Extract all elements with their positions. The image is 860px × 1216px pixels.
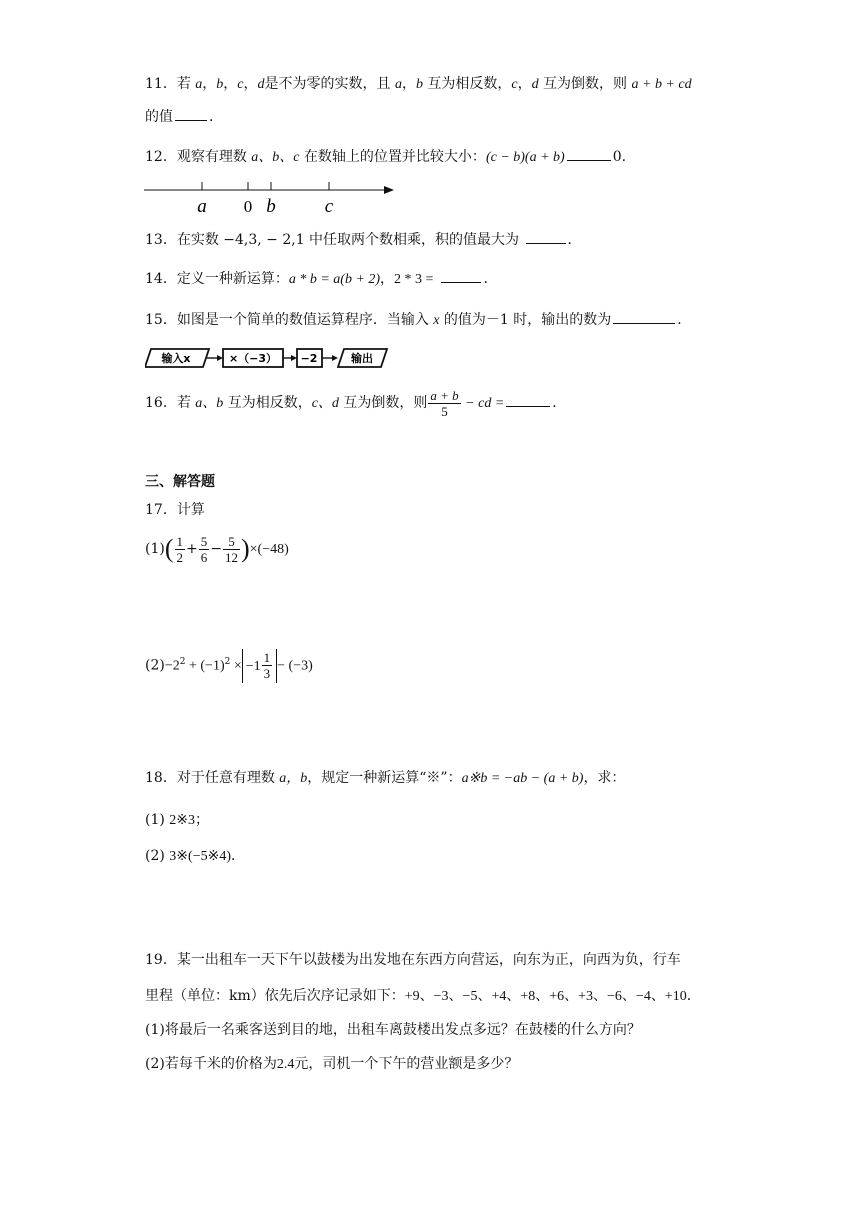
subtract-label: −2 xyxy=(300,352,318,365)
q11-line2: 的值 ． xyxy=(145,106,223,127)
q11-line1: 11．若 a，b，c，d是不为零的实数，且 a，b 互为相反数，c，d 互为倒数，则 a + b + cd xyxy=(145,76,692,92)
q11-expression: a + b + cd xyxy=(631,77,692,92)
q14-definition: a * b = a(b + 2) xyxy=(288,272,381,287)
label-b: b xyxy=(266,196,276,217)
q18-part1: (1) 2※3； xyxy=(145,812,210,828)
answer-blank[interactable] xyxy=(567,146,611,161)
label-a: a xyxy=(197,196,207,217)
input-label: 输入x xyxy=(161,352,191,365)
q19-line2: 里程（单位：km）依先后次序记录如下：+9、−3、−5、+4、+8、+6、+3、−6、−4、+10． xyxy=(145,988,701,1004)
q17-part2: $(2)-2^2 + (-1)^2 \times -1$ $\frac{1}{3}$ − (−3) xyxy=(145,650,313,682)
q19-line1: 19．某一出租车一天下午以鼓楼为出发地在东西方向营运，向东为正，向西为负，行车 xyxy=(145,952,681,968)
label-c: c xyxy=(324,196,334,217)
flowchart xyxy=(145,347,395,371)
q14-text: 14．定义一种新运算：a * b = a(b + 2)，2 * 3 = ． xyxy=(145,268,497,290)
number-line-figure xyxy=(140,176,402,218)
q18-definition: a※b = −ab − (a + b) xyxy=(461,771,584,786)
label-0: 0 xyxy=(243,197,253,216)
answer-blank[interactable] xyxy=(175,106,207,121)
number-line-arrow xyxy=(384,186,394,194)
answer-blank[interactable] xyxy=(441,268,481,283)
q16-text: 16．若 a、b 互为相反数，c、d 互为倒数，则 $\frac{a + b}{5}$ − cd = ． xyxy=(145,387,567,419)
section-title: 三、解答题 xyxy=(145,474,215,490)
q15-text: 15．如图是一个简单的数值运算程序．当输入 x 的值为－1 时，输出的数为 ． xyxy=(145,309,691,331)
q18-part2: (2) 3※(−5※4)． xyxy=(145,848,245,864)
q16-fraction: $\frac{a + b}{5}$ xyxy=(430,387,459,419)
q18-text: 18．对于任意有理数 a，b，规定一种新运算“※”：a※b = −ab − (a + b)，求： xyxy=(145,770,626,786)
mileage-records: +9、−3、−5、+4、+8、+6、+3、−6、−4、+10 xyxy=(404,989,687,1004)
q17-title: 17．计算 xyxy=(145,502,205,518)
q12-expression: (c − b)(a + b) xyxy=(485,150,565,165)
answer-blank[interactable] xyxy=(613,309,675,324)
q17-part1: (1)( $\frac{1}{2}$ + $\frac{5}{6}$ − $\frac{5}{12}$ )×(−48) xyxy=(145,533,289,565)
multiply-label: ×（−3） xyxy=(228,352,278,365)
q12-text: 12．观察有理数 a、b、c 在数轴上的位置并比较大小：(c − b)(a + b) 0. xyxy=(145,146,626,168)
output-label: 输出 xyxy=(351,352,373,365)
q13-text: 13．在实数 −4,3, − 2,1 中任取两个数相乘，积的值最大为 ． xyxy=(145,229,582,250)
answer-blank[interactable] xyxy=(506,392,550,407)
answer-blank[interactable] xyxy=(526,229,566,244)
absolute-value: −1 $\frac{1}{3}$ xyxy=(242,649,277,683)
q19-part2: (2)若每千米的价格为2.4元，司机一个下午的营业额是多少？ xyxy=(145,1056,519,1072)
q19-part1: (1)将最后一名乘客送到目的地，出租车离鼓楼出发点多远？在鼓楼的什么方向？ xyxy=(145,1022,641,1038)
